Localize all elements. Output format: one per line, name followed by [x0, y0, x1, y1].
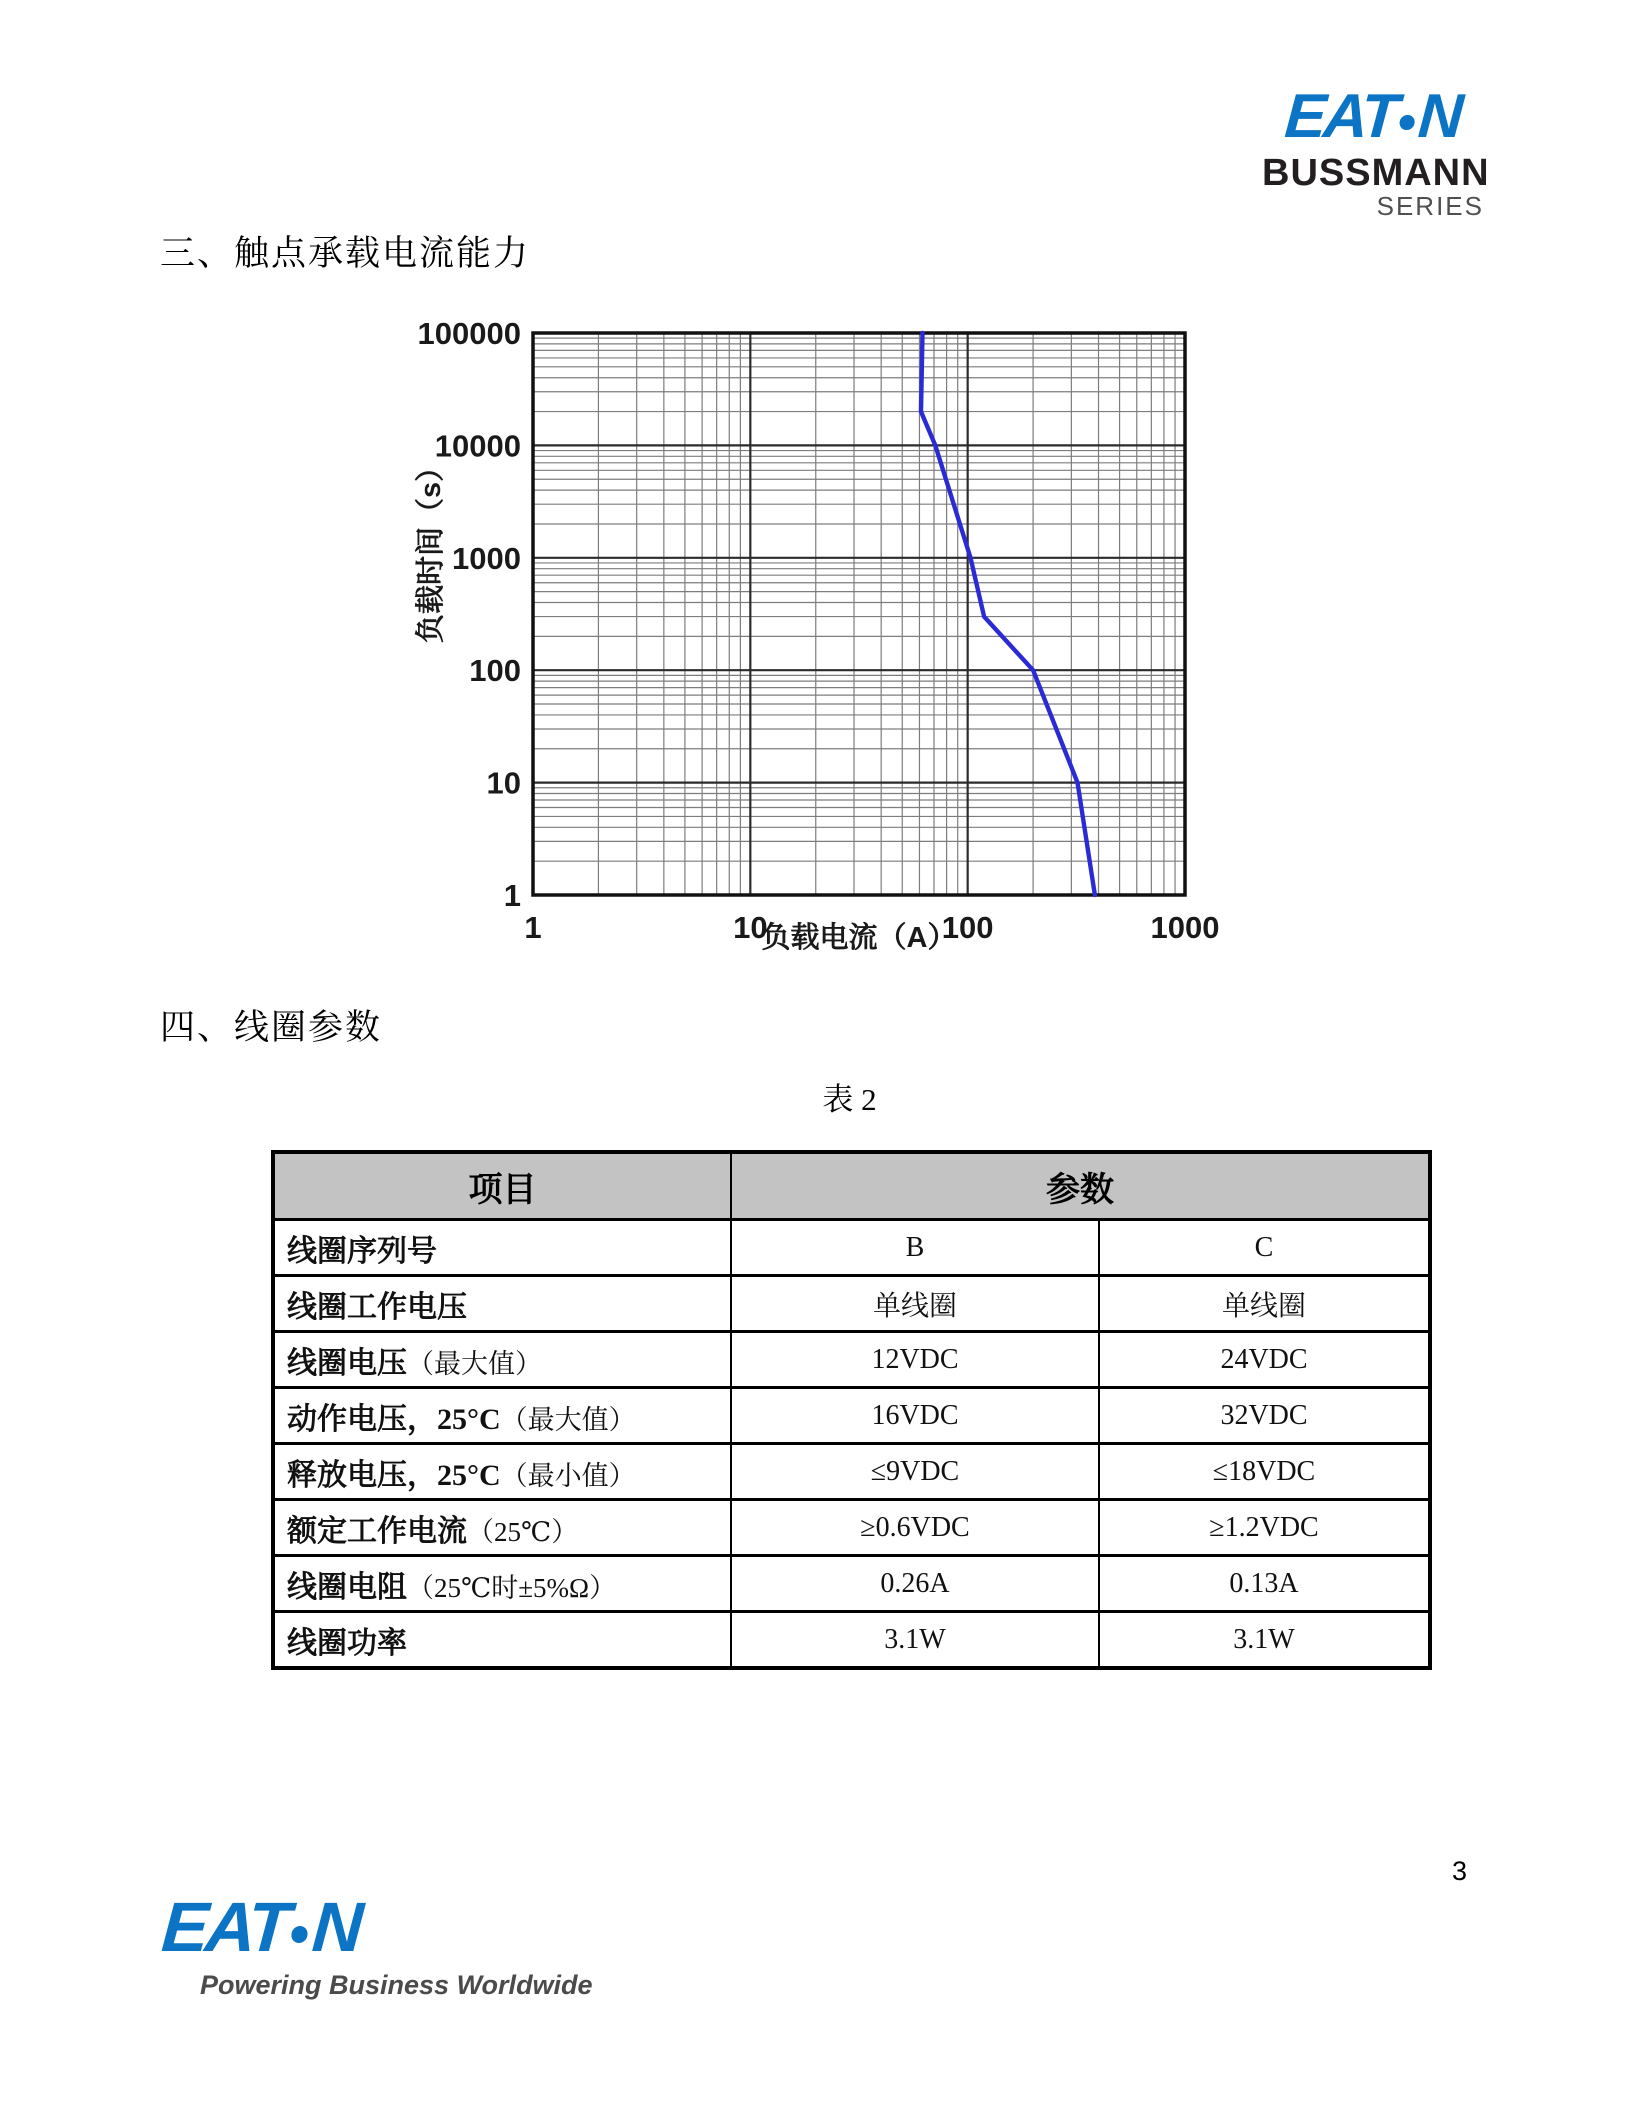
section-heading-coil-params: 四、线圈参数	[160, 1008, 383, 1047]
param-value-c-cell: 24VDC	[1099, 1332, 1430, 1388]
header-cell-params: 参数	[731, 1152, 1430, 1220]
param-value-c-cell: 3.1W	[1099, 1612, 1430, 1669]
table-row	[273, 1500, 1430, 1556]
table-row	[273, 1220, 1430, 1276]
param-item-cell	[273, 1388, 731, 1444]
table-row	[273, 1612, 1430, 1669]
param-item-note: （25℃）	[467, 1516, 579, 1547]
eaton-o-dot	[1399, 115, 1415, 130]
param-value-c-cell: C	[1099, 1220, 1430, 1276]
param-value-b-cell: ≤9VDC	[731, 1444, 1099, 1500]
param-item-label: 线圈工作电压	[287, 1290, 467, 1324]
header-brand-block	[1262, 82, 1490, 221]
coil-parameters-table	[271, 1150, 1432, 1670]
param-value-b-cell: 12VDC	[731, 1332, 1099, 1388]
y-tick-label: 1000	[452, 540, 521, 576]
param-value-c-cell: ≤18VDC	[1099, 1444, 1430, 1500]
param-item-label: 线圈电压	[287, 1346, 407, 1380]
param-item-cell	[273, 1444, 731, 1500]
table-header-row	[273, 1152, 1430, 1220]
table-row	[273, 1388, 1430, 1444]
table-caption: 表 2	[822, 1082, 877, 1117]
table-row	[273, 1332, 1430, 1388]
table-row	[273, 1556, 1430, 1612]
bussmann-label: BUSSMANN	[1262, 152, 1490, 194]
chart-gridlines-major	[533, 333, 1185, 895]
param-value-c-cell: 0.13A	[1099, 1556, 1430, 1612]
load-time-chart-container	[380, 298, 1260, 963]
x-tick-label: 1	[524, 910, 542, 945]
header-cell-item: 项目	[273, 1152, 731, 1220]
param-item-note: （最小值）	[500, 1460, 636, 1491]
table-row	[273, 1444, 1430, 1500]
eaton-logo-footer: EAT N	[159, 1888, 363, 1966]
param-value-b-cell: B	[731, 1220, 1099, 1276]
param-item-note: （25℃时±5%Ω）	[407, 1572, 617, 1603]
param-item-note: （最大值）	[500, 1404, 636, 1435]
param-item-label: 动作电压，25°C	[287, 1402, 501, 1436]
param-item-cell	[273, 1556, 731, 1612]
param-value-b-cell: 单线圈	[731, 1276, 1099, 1332]
param-value-b-cell: 0.26A	[731, 1556, 1099, 1612]
param-item-cell	[273, 1332, 731, 1388]
param-value-c-cell: 单线圈	[1099, 1276, 1430, 1332]
page-number: 3	[1452, 1856, 1468, 1886]
chart-gridlines-minor	[533, 333, 1185, 895]
param-item-note: （最大值）	[407, 1348, 542, 1379]
chart-frame	[533, 333, 1185, 895]
param-value-c-cell: 32VDC	[1099, 1388, 1430, 1444]
series-label: SERIES	[1376, 191, 1484, 221]
section-heading-contact-capacity: 三、触点承载电流能力	[160, 234, 531, 273]
param-item-cell	[273, 1220, 731, 1276]
y-tick-label: 1	[503, 878, 521, 913]
y-axis-label: 负载时间（s）	[415, 452, 447, 644]
x-tick-label: 1000	[1150, 910, 1220, 945]
y-tick-label: 100000	[417, 316, 521, 351]
x-tick-label: 100	[941, 910, 994, 945]
param-item-cell	[273, 1500, 731, 1556]
param-value-c-cell: ≥1.2VDC	[1099, 1500, 1430, 1556]
x-tick-label: 10	[733, 910, 768, 945]
param-item-label: 额定工作电流	[287, 1514, 467, 1548]
param-item-label: 释放电压，25°C	[287, 1458, 501, 1492]
param-item-cell	[273, 1612, 731, 1669]
table-row	[273, 1276, 1430, 1332]
param-item-cell	[273, 1276, 731, 1332]
load-time-chart	[380, 298, 1260, 963]
param-value-b-cell: 3.1W	[731, 1612, 1099, 1669]
param-item-label: 线圈电阻	[287, 1570, 407, 1604]
param-item-label: 线圈功率	[287, 1626, 407, 1660]
eaton-tagline: Powering Business Worldwide	[200, 1970, 593, 2000]
param-item-label: 线圈序列号	[287, 1234, 437, 1268]
x-axis-label: 负载电流（A）	[761, 922, 957, 954]
param-value-b-cell: 16VDC	[731, 1388, 1099, 1444]
footer-brand-block	[159, 1888, 593, 2001]
y-tick-label: 100	[469, 653, 521, 689]
param-value-b-cell: ≥0.6VDC	[731, 1500, 1099, 1556]
eaton-o-dot	[290, 1926, 308, 1943]
y-tick-label: 10	[486, 765, 521, 801]
y-tick-label: 10000	[434, 428, 521, 464]
eaton-logo: EAT N	[1282, 82, 1464, 151]
coil-table-body	[273, 1220, 1430, 1669]
